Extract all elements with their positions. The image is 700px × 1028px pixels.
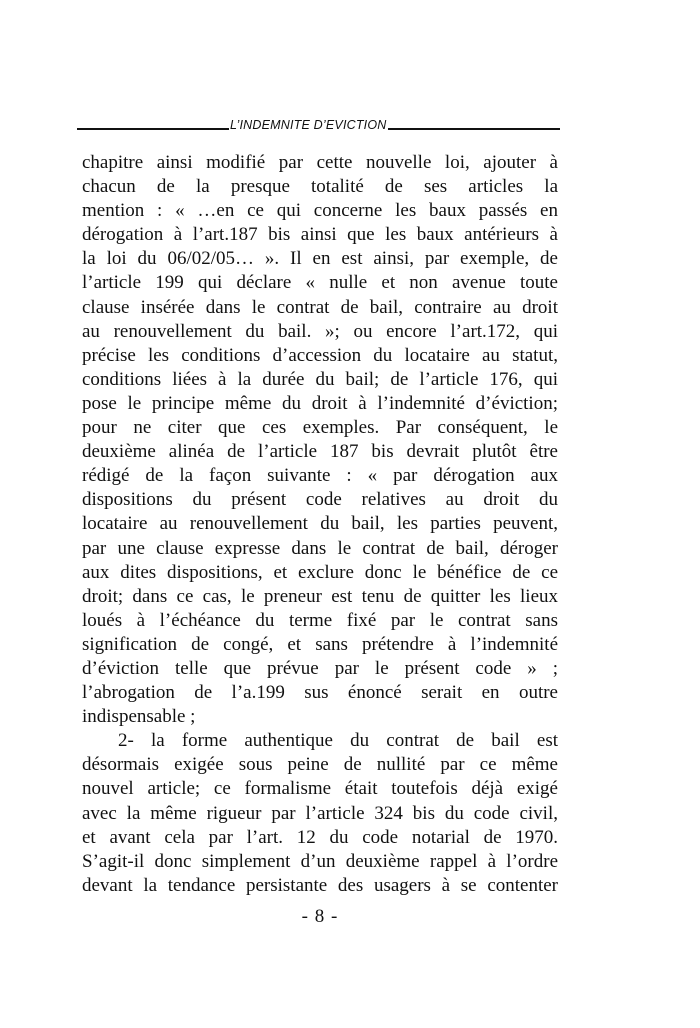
header-title: L’INDEMNITE D’EVICTION	[230, 118, 387, 132]
text-line: l’article 199 qui déclare « nulle et non avenue toute	[82, 272, 558, 294]
text-line: dispositions du présent code relatives au droit du	[82, 489, 558, 511]
text-line: d’éviction telle que prévue par le présent code » ;	[82, 657, 558, 679]
text-line: chacun de la presque totalité de ses articles la	[82, 176, 558, 198]
running-header	[77, 112, 560, 132]
text-line: devant la tendance persistante des usagers à se contenter	[82, 874, 558, 896]
text-line: signification de congé, et sans prétendre à l’indemnité	[82, 633, 558, 655]
header-rule-left	[77, 128, 229, 130]
body-text	[82, 151, 558, 898]
text-line: dérogation à l’art.187 bis ainsi que les baux antérieurs à	[82, 224, 558, 246]
text-line: et avant cela par l’art. 12 du code notarial de 1970.	[82, 826, 558, 848]
text-line: mention : « …en ce qui concerne les baux passés en	[82, 200, 558, 222]
text-line: 2- la forme authentique du contrat de bail est	[118, 730, 558, 752]
text-line: désormais exigée sous peine de nullité par ce même	[82, 754, 558, 776]
text-line: au renouvellement du bail. »; ou encore l’art.172, qui	[82, 320, 558, 342]
text-line: conditions liées à la durée du bail; de l’article 176, qui	[82, 368, 558, 390]
text-line: S’agit-il donc simplement d’un deuxième rappel à l’ordre	[82, 850, 558, 872]
text-line: aux dites dispositions, et exclure donc le bénéfice de ce	[82, 561, 558, 583]
text-line: précise les conditions d’accession du locataire au statut,	[82, 344, 558, 366]
text-line: droit; dans ce cas, le preneur est tenu de quitter les lieux	[82, 585, 558, 607]
text-line: indispensable ;	[82, 706, 196, 728]
text-line: clause insérée dans le contrat de bail, contraire au droit	[82, 296, 558, 318]
text-line: deuxième alinéa de l’article 187 bis devrait plutôt être	[82, 441, 558, 463]
text-line: la loi du 06/02/05… ». Il en est ainsi, par exemple, de	[82, 248, 558, 270]
text-line: l’abrogation de l’a.199 sus énoncé serait en outre	[82, 682, 558, 704]
text-line: avec la même rigueur par l’article 324 bis du code civil,	[82, 802, 558, 824]
header-rule-right	[388, 128, 561, 130]
text-line: pose le principe même du droit à l’indemnité d’éviction;	[82, 392, 558, 414]
text-line: loués à l’échéance du terme fixé par le contrat sans	[82, 609, 558, 631]
paragraph-1	[82, 151, 558, 729]
page-number: - 8 -	[301, 906, 339, 927]
paragraph-2	[82, 729, 558, 898]
text-line: chapitre ainsi modifié par cette nouvelle loi, ajouter à	[82, 152, 558, 173]
text-line: nouvel article; ce formalisme était toutefois déjà exigé	[82, 778, 558, 800]
text-line: pour ne citer que ces exemples. Par conséquent, le	[82, 417, 558, 439]
text-line: rédigé de la façon suivante : « par dérogation aux	[82, 465, 558, 487]
text-line: par une clause expresse dans le contrat de bail, déroger	[82, 537, 558, 559]
text-line: locataire au renouvellement du bail, les parties peuvent,	[82, 513, 558, 535]
